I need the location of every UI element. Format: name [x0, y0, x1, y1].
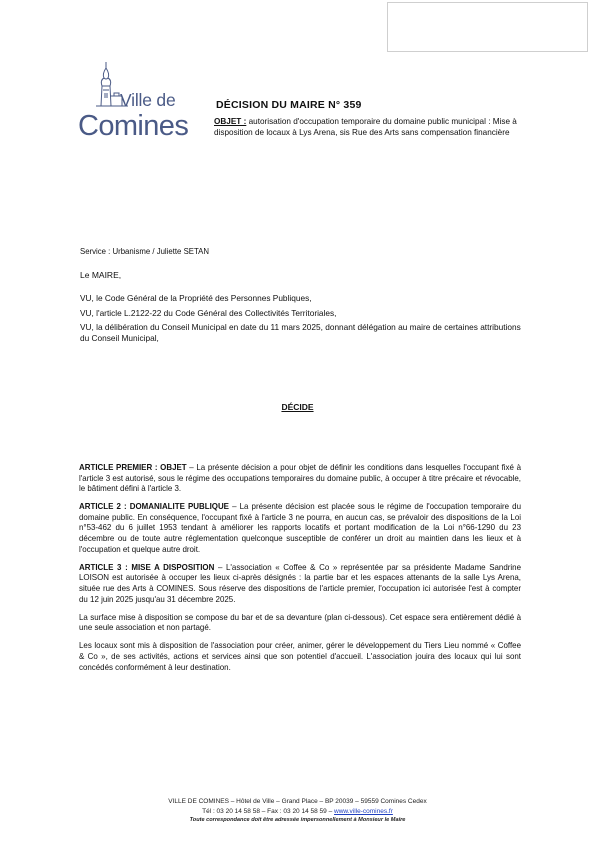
article-paragraph	[79, 641, 521, 673]
visa-item: VU, la délibération du Conseil Municipal en date du 11 mars 2025, donnant délégation au maire de certaines attributions du Conseil Municipal,	[80, 322, 521, 343]
visa-item: VU, l'article L.2122-22 du Code Général des Collectivités Territoriales,	[80, 307, 337, 318]
article-text: – L'association « Coffee & Co » représentée par sa présidente Madame Sandrine LOISON est autorisée à occuper les lieux ci-après désignés : la partie bar et les espaces attenants de la salle Lys Arena, située rue des Arts à COMINES. Sous réserve des dispositions de l'article premier, l'occupation ici autorisée l'est à compter du 12 juin 2025 jusqu'au 31 décembre 2025.	[79, 562, 521, 604]
logo-text-comines: Comines	[78, 110, 189, 142]
le-maire-line: Le MAIRE,	[80, 270, 122, 280]
footer-address: VILLE DE COMINES – Hôtel de Ville – Grand Place – BP 20039 – 59559 Comines Cedex	[168, 798, 427, 805]
article-heading: ARTICLE 2 : DOMANIALITE PUBLIQUE	[79, 502, 229, 512]
objet-label: OBJET :	[214, 117, 247, 126]
decide-heading: DÉCIDE	[281, 402, 314, 412]
service-line: Service : Urbanisme / Juliette SETAN	[80, 247, 209, 256]
footer-contact	[0, 807, 595, 817]
objet-block	[214, 117, 522, 138]
logo-text-ville-de: Ville de	[120, 90, 176, 110]
decision-title: DÉCISION DU MAIRE N° 359	[216, 99, 362, 111]
reception-stamp-box	[387, 2, 588, 52]
article-text: La surface mise à disposition se compose du bar et de sa devanture (plan ci-dessous). Cet espace sera entièrement dédié à une seule association et non partagé.	[79, 612, 521, 633]
visa-item: VU, le Code Général de la Propriété des Personnes Publiques,	[80, 293, 312, 303]
article-text: Les locaux sont mis à disposition de l'association pour créer, animer, gérer le développement du Tiers Lieu nommé « Coffee & Co », de ses activités, actions et services ainsi que son potentiel d'accueil. L'association jouira des locaux qui lui sont concédés conformément à leur destination.	[79, 641, 521, 672]
article-paragraph	[79, 502, 521, 555]
article-paragraph	[79, 463, 521, 495]
article-text: – La présente décision a pour objet de définir les conditions dans lesquelles l'occupant fixé à l'article 3 est autorisé, sous le régime des occupations temporaires du domaine public, à occuper à titre précaire et révocable, le bâtiment défini à l'article 3.	[79, 463, 522, 494]
article-paragraph	[79, 613, 521, 634]
article-paragraph	[79, 563, 521, 605]
footer-notice: Toute correspondance doit être adressée impersonnellement à Monsieur le Maire	[189, 817, 406, 823]
footer-phone-fax: Tél : 03 20 14 58 58 – Fax : 03 20 14 58 59 –	[202, 807, 335, 815]
website-link[interactable]: www.ville-comines.fr	[334, 807, 393, 815]
objet-text: autorisation d'occupation temporaire du domaine public municipal : Mise à disposition de locaux à Lys Arena, sis Rue des Arts sans compensation financière	[214, 117, 517, 137]
page-footer	[0, 797, 595, 826]
articles-block	[79, 463, 521, 681]
article-heading: ARTICLE PREMIER : OBJET	[79, 463, 187, 472]
article-heading: ARTICLE 3 : MISE A DISPOSITION	[79, 562, 215, 572]
ville-de-comines-logo	[78, 60, 198, 145]
visas-block	[80, 293, 525, 348]
article-text: – La présente décision est placée sous le régime de l'occupation temporaire du domaine public. En conséquence, l'occupant fixé à l'article 3 ne pourra, en aucun cas, se prévaloir des dispositions de la Loi n°53-462 du 6 juillet 1953 tendant à améliorer les rapports locatifs et portant modification de la Loi n°66-1290 du 23 décembre ou de toute autre réglementation quelconque susceptible de conférer un droit au maintien dans les lieux et à l'occupation et quelque autre droit.	[79, 502, 521, 554]
